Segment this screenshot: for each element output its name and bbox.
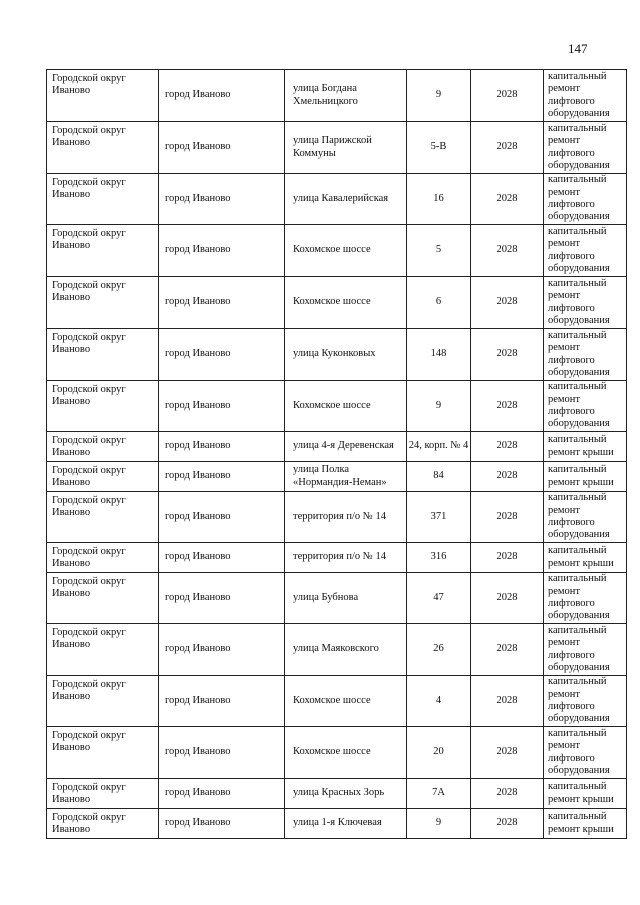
settlement-cell: город Иваново xyxy=(159,174,285,225)
planned-year-cell: 2028 xyxy=(471,381,544,432)
street-cell: улица Кавалерийская xyxy=(285,174,407,225)
planned-year-cell: 2028 xyxy=(471,727,544,779)
settlement-cell: город Иваново xyxy=(159,225,285,277)
table-row xyxy=(47,624,627,676)
house-number-cell: 148 xyxy=(407,329,471,381)
planned-year-cell: 2028 xyxy=(471,277,544,329)
settlement-cell: город Иваново xyxy=(159,122,285,174)
house-number-cell: 6 xyxy=(407,277,471,329)
municipal-district-cell: Городской округ Иваново xyxy=(47,676,159,727)
house-number-cell: 9 xyxy=(407,381,471,432)
work-type-cell: капитальный ремонт лифтового оборудования xyxy=(544,122,627,174)
municipal-district-cell: Городской округ Иваново xyxy=(47,779,159,809)
street-cell: улица Куконковых xyxy=(285,329,407,381)
table-row xyxy=(47,492,627,543)
table-row xyxy=(47,727,627,779)
settlement-cell: город Иваново xyxy=(159,573,285,624)
planned-year-cell: 2028 xyxy=(471,779,544,809)
house-number-cell: 7А xyxy=(407,779,471,809)
house-number-cell: 5 xyxy=(407,225,471,277)
page-number: 147 xyxy=(568,41,588,56)
settlement-cell: город Иваново xyxy=(159,70,285,122)
street-cell: Кохомское шоссе xyxy=(285,277,407,329)
house-number-cell: 371 xyxy=(407,492,471,543)
planned-year-cell: 2028 xyxy=(471,122,544,174)
table-row xyxy=(47,225,627,277)
planned-year-cell: 2028 xyxy=(471,462,544,492)
municipal-district-cell: Городской округ Иваново xyxy=(47,70,159,122)
house-number-cell: 4 xyxy=(407,676,471,727)
house-number-cell: 24, корп. № 4 xyxy=(407,432,471,462)
planned-year-cell: 2028 xyxy=(471,676,544,727)
street-cell: улица Полка «Нормандия-Неман» xyxy=(285,462,407,492)
settlement-cell: город Иваново xyxy=(159,492,285,543)
street-cell: улица Бубнова xyxy=(285,573,407,624)
house-number-cell: 20 xyxy=(407,727,471,779)
planned-year-cell: 2028 xyxy=(471,225,544,277)
municipal-district-cell: Городской округ Иваново xyxy=(47,122,159,174)
table-row xyxy=(47,122,627,174)
settlement-cell: город Иваново xyxy=(159,277,285,329)
house-number-cell: 5-В xyxy=(407,122,471,174)
table-row xyxy=(47,809,627,839)
municipal-district-cell: Городской округ Иваново xyxy=(47,573,159,624)
table-row xyxy=(47,277,627,329)
municipal-district-cell: Городской округ Иваново xyxy=(47,329,159,381)
planned-year-cell: 2028 xyxy=(471,70,544,122)
municipal-district-cell: Городской округ Иваново xyxy=(47,381,159,432)
table-row xyxy=(47,432,627,462)
street-cell: улица Парижской Коммуны xyxy=(285,122,407,174)
work-type-cell: капитальный ремонт лифтового оборудования xyxy=(544,573,627,624)
work-type-cell: капитальный ремонт лифтового оборудования xyxy=(544,329,627,381)
planned-year-cell: 2028 xyxy=(471,624,544,676)
planned-year-cell: 2028 xyxy=(471,174,544,225)
work-type-cell: капитальный ремонт лифтового оборудования xyxy=(544,174,627,225)
planned-year-cell: 2028 xyxy=(471,809,544,839)
street-cell: Кохомское шоссе xyxy=(285,381,407,432)
work-type-cell: капитальный ремонт лифтового оборудования xyxy=(544,624,627,676)
table-row xyxy=(47,573,627,624)
planned-year-cell: 2028 xyxy=(471,432,544,462)
street-cell: улица 4-я Деревенская xyxy=(285,432,407,462)
planned-year-cell: 2028 xyxy=(471,543,544,573)
house-number-cell: 16 xyxy=(407,174,471,225)
settlement-cell: город Иваново xyxy=(159,624,285,676)
settlement-cell: город Иваново xyxy=(159,727,285,779)
work-type-cell: капитальный ремонт крыши xyxy=(544,779,627,809)
table-row xyxy=(47,70,627,122)
settlement-cell: город Иваново xyxy=(159,381,285,432)
table-row xyxy=(47,779,627,809)
work-type-cell: капитальный ремонт лифтового оборудования xyxy=(544,381,627,432)
table-row xyxy=(47,329,627,381)
street-cell: улица 1-я Ключевая xyxy=(285,809,407,839)
municipal-district-cell: Городской округ Иваново xyxy=(47,174,159,225)
work-type-cell: капитальный ремонт лифтового оборудования xyxy=(544,225,627,277)
municipal-district-cell: Городской округ Иваново xyxy=(47,462,159,492)
settlement-cell: город Иваново xyxy=(159,543,285,573)
street-cell: улица Богдана Хмельницкого xyxy=(285,70,407,122)
settlement-cell: город Иваново xyxy=(159,432,285,462)
house-number-cell: 9 xyxy=(407,70,471,122)
house-number-cell: 316 xyxy=(407,543,471,573)
street-cell: улица Красных Зорь xyxy=(285,779,407,809)
work-type-cell: капитальный ремонт лифтового оборудования xyxy=(544,70,627,122)
street-cell: улица Маяковского xyxy=(285,624,407,676)
settlement-cell: город Иваново xyxy=(159,779,285,809)
street-cell: Кохомское шоссе xyxy=(285,225,407,277)
house-number-cell: 9 xyxy=(407,809,471,839)
municipal-district-cell: Городской округ Иваново xyxy=(47,809,159,839)
settlement-cell: город Иваново xyxy=(159,809,285,839)
municipal-district-cell: Городской округ Иваново xyxy=(47,543,159,573)
table-row xyxy=(47,543,627,573)
repair-schedule-table xyxy=(46,69,627,839)
settlement-cell: город Иваново xyxy=(159,462,285,492)
work-type-cell: капитальный ремонт крыши xyxy=(544,432,627,462)
street-cell: территория п/о № 14 xyxy=(285,543,407,573)
settlement-cell: город Иваново xyxy=(159,329,285,381)
municipal-district-cell: Городской округ Иваново xyxy=(47,277,159,329)
house-number-cell: 47 xyxy=(407,573,471,624)
table-row xyxy=(47,676,627,727)
planned-year-cell: 2028 xyxy=(471,573,544,624)
house-number-cell: 26 xyxy=(407,624,471,676)
work-type-cell: капитальный ремонт лифтового оборудования xyxy=(544,492,627,543)
municipal-district-cell: Городской округ Иваново xyxy=(47,624,159,676)
table-row xyxy=(47,174,627,225)
street-cell: Кохомское шоссе xyxy=(285,676,407,727)
table-row xyxy=(47,462,627,492)
work-type-cell: капитальный ремонт крыши xyxy=(544,543,627,573)
settlement-cell: город Иваново xyxy=(159,676,285,727)
planned-year-cell: 2028 xyxy=(471,492,544,543)
table-row xyxy=(47,381,627,432)
work-type-cell: капитальный ремонт лифтового оборудования xyxy=(544,277,627,329)
work-type-cell: капитальный ремонт крыши xyxy=(544,809,627,839)
house-number-cell: 84 xyxy=(407,462,471,492)
street-cell: Кохомское шоссе xyxy=(285,727,407,779)
planned-year-cell: 2028 xyxy=(471,329,544,381)
municipal-district-cell: Городской округ Иваново xyxy=(47,492,159,543)
work-type-cell: капитальный ремонт крыши xyxy=(544,462,627,492)
street-cell: территория п/о № 14 xyxy=(285,492,407,543)
municipal-district-cell: Городской округ Иваново xyxy=(47,432,159,462)
municipal-district-cell: Городской округ Иваново xyxy=(47,225,159,277)
work-type-cell: капитальный ремонт лифтового оборудования xyxy=(544,727,627,779)
municipal-district-cell: Городской округ Иваново xyxy=(47,727,159,779)
work-type-cell: капитальный ремонт лифтового оборудования xyxy=(544,676,627,727)
